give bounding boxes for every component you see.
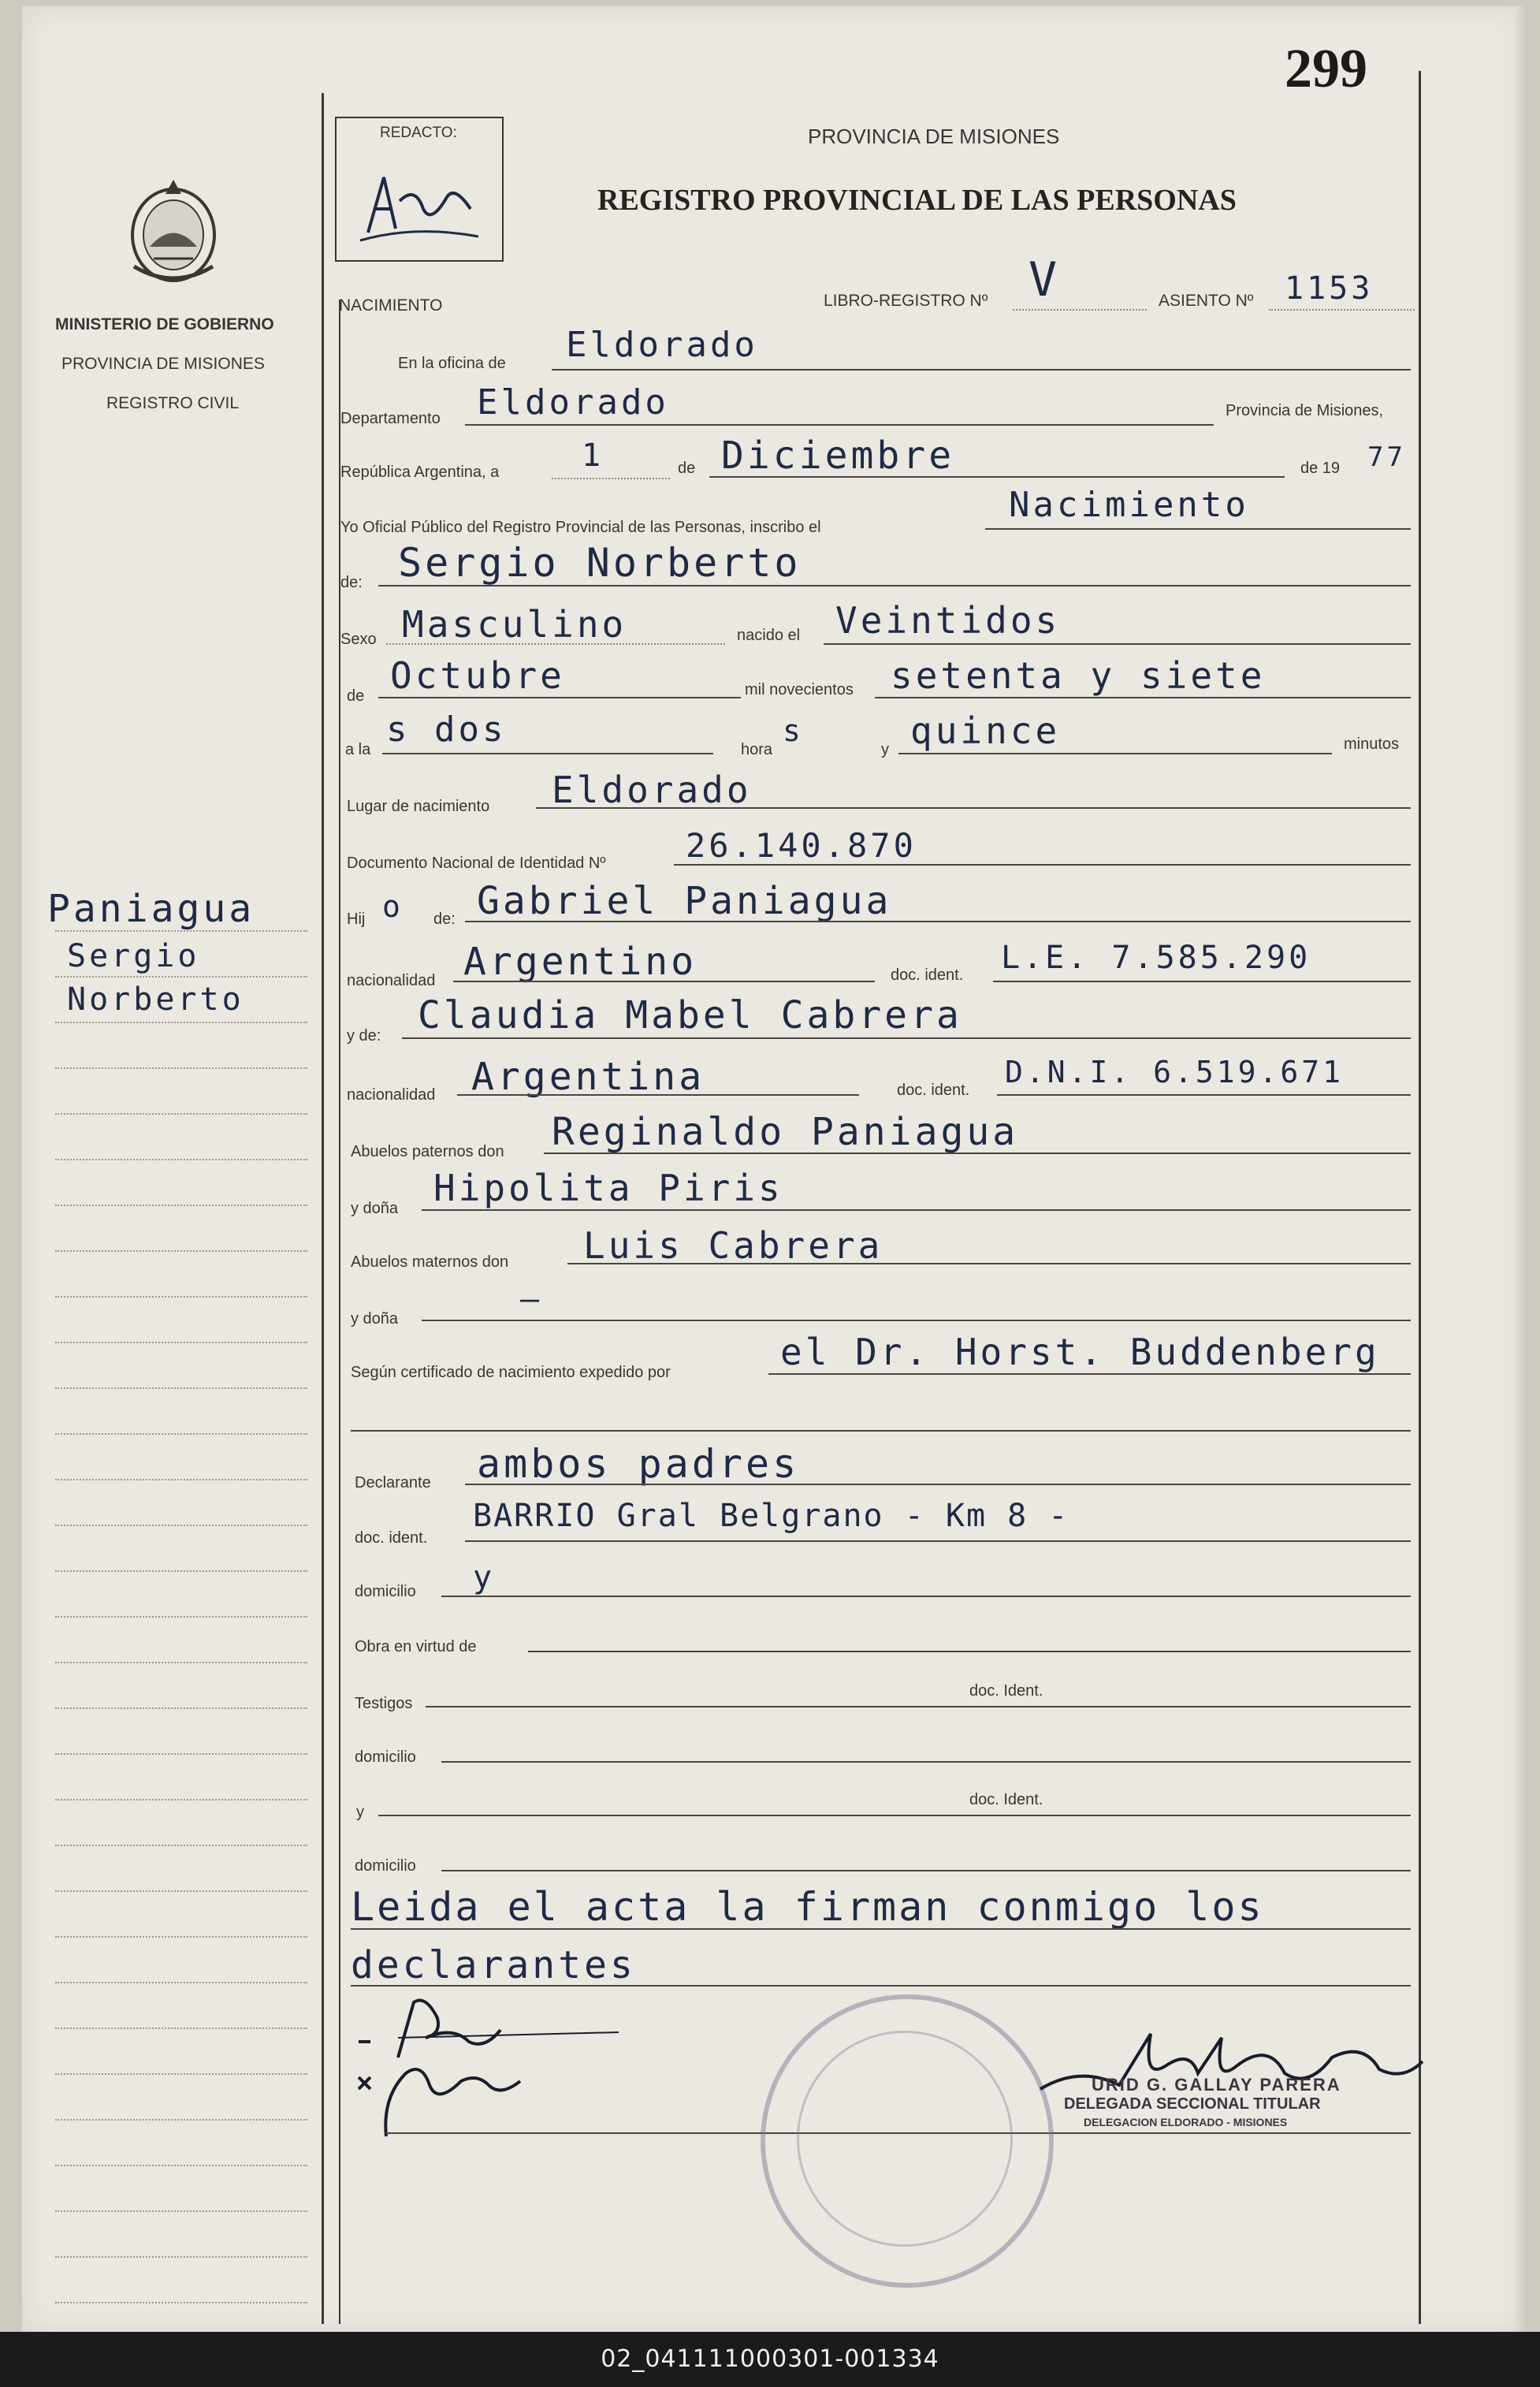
margin-ruled-line: [55, 2119, 307, 2121]
domicilio-t1-line: [441, 1761, 1411, 1763]
dia-line: [552, 478, 670, 479]
oficial-value: Nacimiento: [1009, 485, 1249, 525]
margin-ruled-line: [55, 1387, 307, 1389]
provincia-suffix: Provincia de Misiones,: [1226, 402, 1384, 419]
padre-value: Gabriel Paniagua: [477, 879, 892, 923]
minutos-label: minutos: [1344, 735, 1400, 753]
declarante-line: [465, 1484, 1411, 1485]
margin-ruled-line: [55, 1479, 307, 1480]
dni-line: [674, 864, 1411, 866]
doc-madre-label: doc. ident.: [897, 1082, 970, 1099]
doc-madre-line: [997, 1094, 1411, 1096]
official-seal-inner: [797, 2031, 1013, 2247]
margin-ruled-line: [55, 1982, 307, 1983]
dia-value: 1: [582, 438, 604, 474]
oficial-line: [985, 528, 1411, 530]
libro-line: [1013, 309, 1147, 311]
abuelo-pat-value: Reginaldo Paniagua: [552, 1110, 1019, 1154]
departamento-label: Departamento: [340, 410, 441, 427]
margin-ruled-line: [55, 1616, 307, 1618]
oficina-label: En la oficina de: [398, 355, 506, 372]
sexo-line: [386, 643, 725, 645]
oficina-line: [552, 369, 1411, 371]
mes-nac-line: [378, 697, 741, 698]
mes-nac-value: Octubre: [390, 654, 565, 697]
redacto-label: REDACTO:: [380, 125, 457, 141]
abuela-mat-value: —: [520, 1281, 543, 1317]
obra-line: [528, 1651, 1411, 1652]
page-edge: [1515, 6, 1526, 2332]
margin-ruled-line: [55, 1753, 307, 1755]
margin-ruled-line: [55, 1662, 307, 1663]
mil-value: setenta y siete: [891, 654, 1266, 697]
certificado-line-2: [351, 1430, 1411, 1432]
closing-line-1: Leida el acta la firman conmigo los: [351, 1884, 1264, 1930]
mil-line: [875, 697, 1411, 698]
y-t2-label: y: [356, 1804, 364, 1821]
de-mes-label: de: [347, 687, 365, 705]
madre-value: Claudia Mabel Cabrera: [418, 993, 962, 1037]
record-type-label: NACIMIENTO: [339, 296, 443, 315]
margin-note-line-3: Norberto: [67, 981, 244, 1018]
margin-note-line-2: Sergio: [67, 938, 200, 974]
asiento-line: [1269, 309, 1415, 311]
declarante-label: Declarante: [355, 1474, 431, 1491]
margin-ruled-line: [55, 2028, 307, 2029]
testigos-label: Testigos: [355, 1695, 413, 1712]
folio-number: 299: [1285, 39, 1367, 99]
doc-padre-label: doc. ident.: [891, 966, 964, 984]
domicilio-t2-line: [441, 1870, 1411, 1871]
persona-value: Sergio Norberto: [398, 540, 802, 586]
libro-label: LIBRO-REGISTRO Nº: [824, 292, 988, 310]
hijo-de-label: de:: [433, 910, 456, 928]
de-label: de: [678, 460, 696, 477]
margin-ruled-line: [55, 1159, 307, 1160]
nacido-label: nacido el: [737, 627, 801, 644]
margin-ruled-line: [55, 1845, 307, 1846]
declarante-value: ambos padres: [477, 1441, 800, 1487]
asiento-label: ASIENTO Nº: [1159, 292, 1254, 310]
asiento-value: 1153: [1285, 270, 1374, 307]
certificado-line: [768, 1373, 1411, 1375]
margin-ruled-line: [55, 1707, 307, 1709]
ala-label: a la: [345, 741, 371, 758]
doc-ident-label: doc. ident.: [355, 1529, 428, 1547]
margin-ruled-line: [55, 1022, 307, 1023]
lugar-line: [536, 807, 1411, 809]
margin-ruled-line: [55, 930, 307, 932]
minutos-value: quince: [910, 709, 1061, 752]
official-office: DELEGACION ELDORADO - MISIONES: [1084, 2116, 1288, 2128]
oficial-label: Yo Oficial Público del Registro Provincial de las Personas, inscribo el: [340, 519, 821, 536]
republica-label: República Argentina, a: [340, 464, 500, 481]
margin-ruled-line: [55, 1342, 307, 1343]
image-caption: 02_041111000301-001334: [601, 2345, 939, 2373]
oficina-value: Eldorado: [566, 325, 758, 365]
official-seal-stamp: [761, 1994, 1054, 2288]
abuelo-mat-value: Luis Cabrera: [583, 1224, 883, 1267]
doc-ident-value: BARRIO Gral Belgrano - Km 8 -: [473, 1498, 1069, 1534]
margin-ruled-line: [55, 1525, 307, 1526]
margin-ruled-line: [55, 1433, 307, 1435]
y-label: y: [881, 741, 889, 758]
margin-ruled-line: [55, 2165, 307, 2166]
minutos-line: [898, 753, 1332, 754]
margin-ruled-line: [55, 1205, 307, 1206]
abuela-pat-line: [422, 1209, 1411, 1211]
margin-ruled-line: [55, 1067, 307, 1069]
doc-ident-line: [465, 1540, 1411, 1542]
abuela-mat-line: [422, 1320, 1411, 1321]
domicilio-label: domicilio: [355, 1583, 416, 1600]
margin-ruled-line: [55, 1296, 307, 1298]
margin-ruled-line: [55, 2210, 307, 2212]
redacto-box: [335, 117, 504, 262]
domicilio-value: y: [473, 1559, 496, 1596]
registry-label: REGISTRO CIVIL: [106, 394, 240, 412]
hora-value: s dos: [386, 709, 507, 750]
abuelos-pat-label: Abuelos paternos don: [351, 1143, 504, 1160]
dni-value: 26.140.870: [686, 826, 917, 865]
horas-label: hora: [741, 741, 773, 758]
doc-ident-t2-label: doc. Ident.: [969, 1791, 1043, 1808]
header-title: REGISTRO PROVINCIAL DE LAS PERSONAS: [597, 184, 1237, 217]
doc-madre-value: D.N.I. 6.519.671: [1005, 1055, 1345, 1089]
ministry-label: MINISTERIO DE GOBIERNO: [55, 315, 274, 333]
official-name: URID G. GALLAY PARERA: [1092, 2075, 1341, 2095]
padre-line: [465, 921, 1411, 922]
province-label: PROVINCIA DE MISIONES: [61, 355, 265, 373]
margin-ruled-line: [55, 2256, 307, 2258]
mil-label: mil novecientos: [745, 681, 854, 698]
nac-madre-line: [457, 1094, 859, 1096]
margin-ruled-line: [55, 1799, 307, 1800]
margin-ruled-line: [55, 976, 307, 978]
nac-madre-value: Argentina: [471, 1055, 705, 1099]
nac-padre-value: Argentino: [463, 940, 697, 984]
hora-line: [382, 753, 713, 754]
nacido-line: [824, 643, 1411, 645]
yde-label: y de:: [347, 1027, 381, 1045]
mes-line: [709, 476, 1285, 478]
departamento-value: Eldorado: [477, 382, 669, 423]
nac-padre-label: nacionalidad: [347, 972, 436, 989]
mes-value: Diciembre: [721, 434, 955, 478]
departamento-line: [465, 424, 1214, 426]
horas-suffix: s: [783, 713, 804, 748]
sexo-value: Masculino: [402, 603, 627, 646]
margin-ruled-line: [55, 1890, 307, 1892]
nac-padre-line: [453, 981, 875, 982]
coat-of-arms-icon: [118, 172, 229, 290]
margin-ruled-line: [55, 2302, 307, 2303]
nac-madre-label: nacionalidad: [347, 1086, 436, 1104]
persona-line: [378, 585, 1411, 587]
hijo-label: Hij: [347, 910, 366, 928]
anio-value: 77: [1367, 441, 1406, 473]
abuelo-mat-line: [567, 1263, 1411, 1264]
hijo-suffix: o: [382, 889, 404, 924]
doc-padre-value: L.E. 7.585.290: [1001, 940, 1311, 976]
redacto-initials-signature: [352, 154, 486, 248]
ydona-pat-label: y doña: [351, 1200, 399, 1217]
certificado-value: el Dr. Horst. Buddenberg: [780, 1331, 1380, 1373]
nacido-value: Veintidos: [835, 599, 1061, 642]
doc-padre-line: [993, 981, 1411, 982]
form-inner-border: [339, 300, 340, 2324]
official-role: DELEGADA SECCIONAL TITULAR: [1064, 2095, 1321, 2113]
ydona-mat-label: y doña: [351, 1310, 399, 1328]
sexo-label: Sexo: [340, 631, 377, 648]
doc-ident-t1-label: doc. Ident.: [969, 1682, 1043, 1700]
closing-line-2: declarantes: [351, 1943, 636, 1987]
de-persona-label: de:: [340, 574, 363, 591]
margin-ruled-line: [55, 2073, 307, 2075]
testigos-line: [426, 1706, 1411, 1707]
domicilio-t1-label: domicilio: [355, 1748, 416, 1766]
margin-ruled-line: [55, 1936, 307, 1938]
lugar-value: Eldorado: [552, 769, 752, 811]
closing-line-1-rule: [351, 1928, 1411, 1930]
testigo2-line: [378, 1815, 1411, 1816]
domicilio-line: [441, 1596, 1411, 1597]
dni-label: Documento Nacional de Identidad Nº: [347, 855, 606, 872]
lugar-label: Lugar de nacimiento: [347, 798, 490, 815]
de19-label: de 19: [1300, 460, 1341, 477]
margin-ruled-line: [55, 1570, 307, 1572]
declarant-signature-2: [351, 2050, 556, 2144]
abuelo-pat-line: [544, 1153, 1411, 1154]
abuelos-mat-label: Abuelos maternos don: [351, 1253, 509, 1271]
libro-value: V: [1029, 252, 1061, 307]
abuela-pat-value: Hipolita Piris: [433, 1167, 783, 1209]
form-right-border: [1419, 71, 1421, 2324]
madre-line: [402, 1037, 1411, 1039]
certificado-label: Según certificado de nacimiento expedido por: [351, 1364, 671, 1381]
header-province: PROVINCIA DE MISIONES: [808, 125, 1060, 148]
margin-ruled-line: [55, 1250, 307, 1252]
margin-note-line-1: Paniagua: [47, 887, 255, 931]
margin-ruled-line: [55, 1113, 307, 1115]
obra-label: Obra en virtud de: [355, 1638, 477, 1655]
form-left-border: [322, 93, 324, 2324]
domicilio-t2-label: domicilio: [355, 1857, 416, 1875]
